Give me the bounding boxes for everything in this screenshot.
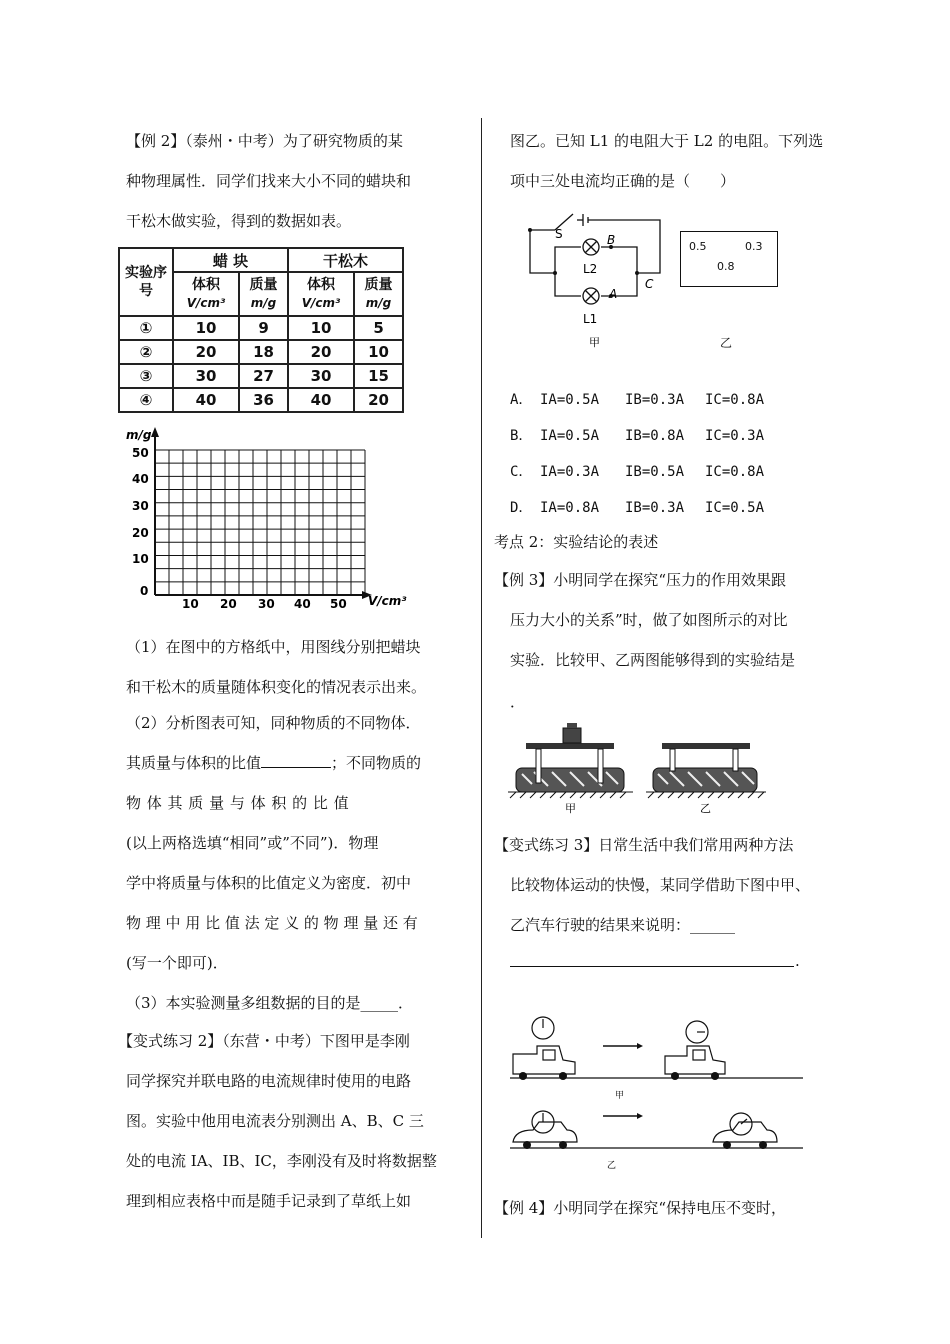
- kaodian-2-heading: 考点 2：实验结论的表述: [494, 533, 659, 551]
- paper-value: 0.3: [745, 240, 763, 253]
- graph-paper: [118, 425, 408, 610]
- cars-caption-jia: 甲: [615, 1091, 625, 1101]
- y-tick-label: 50: [132, 446, 149, 460]
- example-3-line-1: 【例 3】小明同学在探究“压力的作用效果跟: [494, 571, 786, 589]
- circuit-diagram: [515, 200, 675, 348]
- example-2-line-2: 种物理属性．同学们找来大小不同的蜡块和: [126, 172, 412, 190]
- answer-blank-1[interactable]: [261, 753, 331, 768]
- variant-3-line-3: 乙汽车行驶的结果来说明：______: [510, 916, 736, 934]
- label-l1: L1: [583, 312, 598, 326]
- label-s: S: [555, 227, 563, 241]
- variant-2-line-5: 理到相应表格中而是随手记录到了草纸上如: [126, 1192, 412, 1210]
- question-2-line-4: (以上两格选填“相同”或”不同”)．物理: [126, 834, 379, 852]
- y-tick-label: 10: [132, 552, 149, 566]
- question-2-line-2: 其质量与体积的比值 ；不同物质的: [126, 754, 422, 772]
- variant-3-line-2: 比较物体运动的快慢，某同学借助下图中甲、: [510, 876, 811, 894]
- answer-blank-line[interactable]: [510, 966, 794, 967]
- question-2-line-5: 学中将质量与体积的比值定义为密度．初中: [126, 874, 412, 892]
- scratch-paper: [680, 231, 778, 287]
- label-b: B: [607, 233, 616, 247]
- question-3-line: （3）本实验测量多组数据的目的是_____．: [126, 994, 414, 1012]
- origin-label: 0: [140, 584, 149, 598]
- car-icon: [713, 1122, 777, 1142]
- example-2-line-3: 干松木做实验，得到的数据如表。: [126, 212, 352, 230]
- table-header-seq: 实验序号: [119, 248, 173, 316]
- question-2-line-6: 物 理 中 用 比 值 法 定 义 的 物 理 量 还 有: [126, 914, 418, 932]
- label-l2: L2: [583, 262, 598, 276]
- example-3-line-3: 实验．比较甲、乙两图能够得到的实验结是: [510, 651, 796, 669]
- x-tick-label: 50: [330, 597, 347, 610]
- option-c[interactable]: C． IA=0.3A IB=0.5A IC=0.8A: [510, 464, 765, 480]
- y-tick-label: 20: [132, 526, 149, 540]
- x-tick-label: 40: [294, 597, 311, 610]
- example-3-line-4: ．: [510, 693, 526, 711]
- option-b[interactable]: B． IA=0.5A IB=0.8A IC=0.3A: [510, 428, 765, 444]
- paper-value: 0.5: [689, 240, 707, 253]
- question-2-line-7: (写一个即可)．: [126, 954, 228, 972]
- variant-2-line-1: 【变式练习 2】（东营・中考）下图甲是李刚: [118, 1032, 410, 1050]
- pressure-caption-yi: 乙: [700, 802, 711, 815]
- option-d[interactable]: D． IA=0.8A IB=0.3A IC=0.5A: [510, 500, 765, 516]
- right-line-1: 图乙。已知 L1 的电阻大于 L2 的电阻。下列选: [510, 132, 824, 150]
- variant-3-line-1: 【变式练习 3】日常生活中我们常用两种方法: [494, 836, 794, 854]
- table-header-wax: 蜡 块: [173, 248, 288, 272]
- y-tick-label: 30: [132, 499, 149, 513]
- column-divider: [481, 118, 482, 1238]
- y-tick-label: 40: [132, 472, 149, 486]
- pressure-experiment-diagram: [508, 718, 768, 816]
- table-header-pine: 干松木: [288, 248, 403, 272]
- table-header-volume-1: 体积 V/cm³: [173, 272, 239, 316]
- question-1-line-1: （1）在图中的方格纸中，用图线分别把蜡块: [126, 638, 421, 656]
- x-tick-label: 30: [258, 597, 275, 610]
- variant-2-line-3: 图。实验中他用电流表分别测出 A、B、C 三: [126, 1112, 424, 1130]
- cars-caption-yi: 乙: [607, 1161, 617, 1170]
- example-3-line-2: 压力大小的关系”时，做了如图所示的对比: [510, 611, 788, 629]
- variant-2-line-2: 同学探究并联电路的电流规律时使用的电路: [126, 1072, 412, 1090]
- right-line-2: 项中三处电流均正确的是（ ）: [510, 172, 736, 190]
- table-header-volume-2: 体积 V/cm³: [288, 272, 354, 316]
- data-table: [118, 247, 404, 413]
- question-1-line-2: 和干松木的质量随体积变化的情况表示出来。: [126, 678, 427, 696]
- example-4-line-1: 【例 4】小明同学在探究“保持电压不变时，: [494, 1199, 786, 1217]
- example-2-line-1: 【例 2】（泰州・中考）为了研究物质的某: [126, 132, 403, 150]
- grid-lines: [155, 450, 365, 595]
- setup-jia: [508, 723, 633, 798]
- setup-yi: [646, 743, 766, 798]
- label-a: A: [609, 287, 618, 301]
- x-tick-label: 20: [220, 597, 237, 610]
- table-header-mass-2: 质量 m/g: [354, 272, 403, 316]
- table-row: ③ 30 27 30 15: [119, 364, 403, 388]
- x-tick-label: 10: [182, 597, 199, 610]
- table-row: ④ 40 36 40 20: [119, 388, 403, 412]
- data-table-wrapper: [118, 247, 404, 413]
- table-row: ② 20 18 20 10: [119, 340, 403, 364]
- pressure-caption-jia: 甲: [565, 802, 576, 815]
- question-2-line-1: （2）分析图表可知，同种物质的不同物体．: [126, 714, 421, 732]
- circuit-caption-jia: 甲: [589, 336, 600, 348]
- car-icon: [513, 1122, 577, 1142]
- label-c: C: [645, 277, 654, 291]
- question-2-line-3: 物 体 其 质 量 与 体 积 的 比 值: [126, 794, 350, 812]
- cars-diagram: [505, 1010, 805, 1170]
- variant-3-line-4-end: .: [795, 952, 800, 970]
- table-row: ① 10 9 10 5: [119, 316, 403, 340]
- variant-2-line-4: 处的电流 IA、IB、IC，李刚没有及时将数据整: [126, 1152, 437, 1170]
- y-axis-arrow: [151, 427, 159, 437]
- x-axis-label: V/cm³: [368, 594, 407, 608]
- table-header-mass-1: 质量 m/g: [239, 272, 288, 316]
- paper-caption-yi: 乙: [720, 336, 733, 350]
- option-a[interactable]: A． IA=0.5A IB=0.3A IC=0.8A: [510, 392, 765, 408]
- y-axis-label: m/g: [126, 428, 152, 442]
- paper-value: 0.8: [717, 260, 735, 273]
